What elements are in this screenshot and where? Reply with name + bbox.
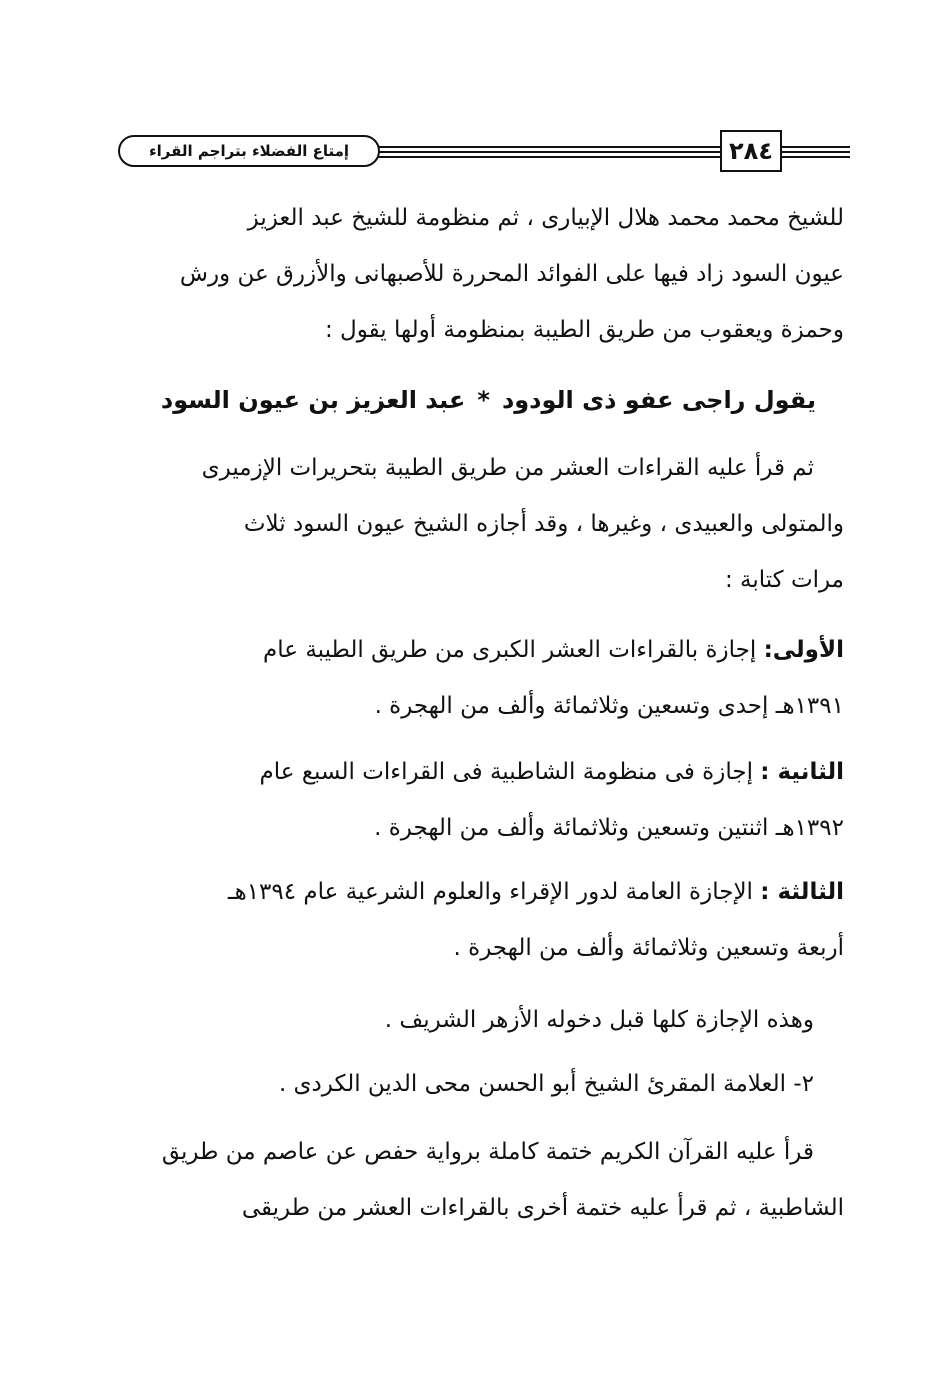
ijaza-text: إجازة بالقراءات العشر الكبرى من طريق الطيبة عام bbox=[263, 637, 757, 663]
page-header bbox=[118, 126, 850, 176]
text-line: ٢- العلامة المقرئ الشيخ أبو الحسن محى الدين الكردى . bbox=[278, 1071, 814, 1097]
text-line: الشاطبية ، ثم قرأ عليه ختمة أخرى بالقراءات العشر من طريقى bbox=[241, 1195, 844, 1221]
text-line: أربعة وتسعين وثلاثمائة وألف من الهجرة . bbox=[453, 935, 844, 961]
text-line: وحمزة ويعقوب من طريق الطيبة بمنظومة أولها يقول : bbox=[324, 317, 844, 343]
text-line: ١٣٩٢هـ اثنتين وتسعين وثلاثمائة وألف من الهجرة . bbox=[374, 815, 844, 841]
ijaza-text: إجازة فى منظومة الشاطبية فى القراءات السبع عام bbox=[259, 759, 753, 785]
ijaza-first bbox=[132, 622, 844, 734]
entry-heading bbox=[132, 1056, 844, 1112]
ijaza-label: الأولى: bbox=[763, 637, 844, 663]
text-line: وهذه الإجازة كلها قبل دخوله الأزهر الشريف . bbox=[384, 1007, 814, 1033]
text-line bbox=[132, 864, 844, 920]
text-line: ١٣٩١هـ إحدى وتسعين وثلاثمائة وألف من الهجرة . bbox=[374, 693, 844, 719]
paragraph-readings bbox=[132, 440, 844, 608]
text-line: قرأ عليه القرآن الكريم ختمة كاملة برواية حفص عن عاصم من طريق bbox=[161, 1139, 814, 1165]
header-rule bbox=[782, 146, 850, 148]
page-number: ٢٨٤ bbox=[720, 130, 782, 172]
paragraph-note bbox=[132, 992, 844, 1048]
text-line: مرات كتابة : bbox=[724, 567, 844, 593]
text-line: والمتولى والعبيدى ، وغيرها ، وقد أجازه الشيخ عيون السود ثلاث bbox=[243, 511, 844, 537]
text-line: ثم قرأ عليه القراءات العشر من طريق الطيبة بتحريرات الإزميرى bbox=[201, 455, 814, 481]
text-line: عيون السود زاد فيها على الفوائد المحررة للأصبهانى والأزرق عن ورش bbox=[179, 261, 844, 287]
verse-separator-star: * bbox=[477, 386, 490, 414]
verse-second-hemistich: عبد العزيز بن عيون السود bbox=[160, 386, 466, 414]
ijaza-text: الإجازة العامة لدور الإقراء والعلوم الشرعية عام ١٣٩٤هـ bbox=[227, 879, 753, 905]
ijaza-third bbox=[132, 864, 844, 976]
text-line bbox=[132, 622, 844, 678]
text-line bbox=[132, 744, 844, 800]
header-rule bbox=[782, 156, 850, 158]
paragraph-intro bbox=[132, 190, 844, 358]
running-head-book-title: إمتاع الفضلاء بتراجم القراء bbox=[118, 135, 380, 167]
text-line: للشيخ محمد محمد هلال الإبيارى ، ثم منظومة للشيخ عبد العزيز bbox=[247, 205, 844, 231]
verse-first-hemistich: يقول راجى عفو ذى الودود bbox=[501, 386, 816, 414]
ijaza-label: الثانية : bbox=[760, 759, 844, 785]
paragraph-last bbox=[132, 1124, 844, 1236]
ijaza-second bbox=[132, 744, 844, 856]
header-rule bbox=[782, 151, 850, 153]
poem-verse bbox=[160, 372, 816, 428]
ijaza-label: الثالثة : bbox=[760, 879, 844, 905]
